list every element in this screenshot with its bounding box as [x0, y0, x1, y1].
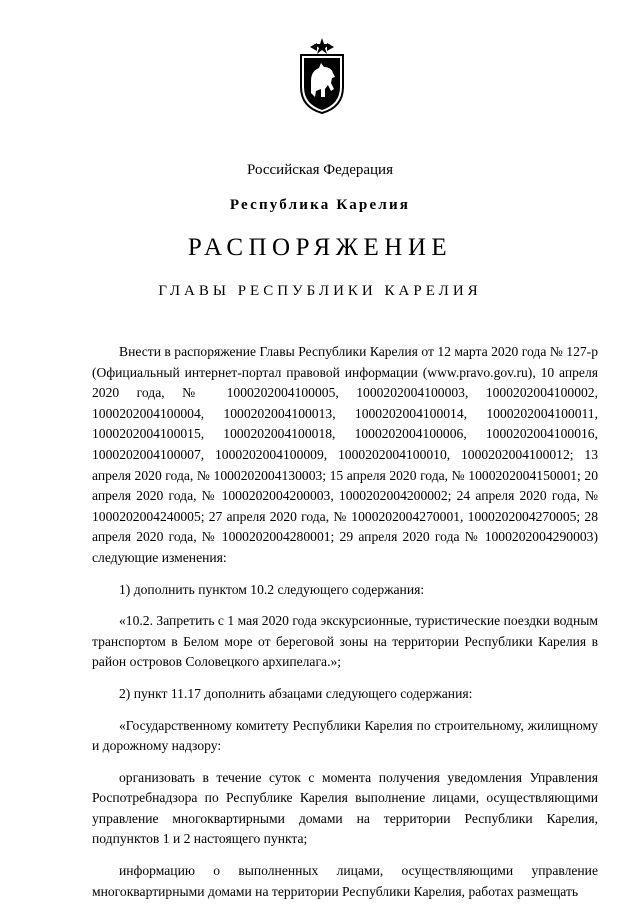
republic-name: Республика Карелия	[229, 197, 411, 213]
document-type: РАСПОРЯЖЕНИЕ	[187, 234, 453, 261]
karelia-coat-of-arms-icon	[297, 37, 347, 115]
document-issuer: ГЛАВЫ РЕСПУБЛИКИ КАРЕЛИЯ	[158, 283, 482, 299]
paragraph-item-2: 2) пункт 11.17 дополнить абзацами следующего содержания:	[119, 685, 473, 701]
paragraph-organize: организовать в течение суток с момента получения уведомления Управления Роспотребнадзора по Республике Карелия выполнение лицами, осуществляющими управление многоквартирными домами на территории Республики Карелия, подпунктов 1 и 2 настоящего пункта;	[92, 769, 598, 847]
paragraph-item-10-2: «10.2. Запретить с 1 мая 2020 года экскурсионные, туристические поездки водным транспортом в Белом море от береговой зоны на территории Республики Карелия в район островов Соловецкого архипелага.»;	[92, 613, 598, 670]
paragraph-item-1: 1) дополнить пунктом 10.2 следующего содержания:	[119, 581, 425, 597]
paragraph-committee: «Государственному комитету Республики Карелия по строительному, жилищному и дорожному надзору:	[92, 717, 598, 754]
paragraph-information: информацию о выполненных лицами, осуществляющими управление многоквартирными домами на территории Республики Карелия, работах размещать	[92, 863, 598, 899]
document-body	[92, 342, 598, 913]
paragraph-amendment-intro: Внести в распоряжение Главы Республики Карелия от 12 марта 2020 года № 127-р (Официальный интернет-портал правовой информации (www.pravo.gov.ru), 10 апреля 2020 года, № 1000202004100005, 1000202004100003, 1000202004100002, 1000202004100004, 1000202004100013, 1000202004100014, 1000202004100011, 1000202004100015, 1000202004100018, 1000202004100006, 1000202004100016, 1000202004100007, 1000202004100009, 1000202004100010, 1000202004100012; 13 апреля 2020 года, № 1000202004130003; 15 апреля 2020 года, № 1000202004150001; 20 апреля 2020 года, № 1000202004200003, 1000202004200002; 24 апреля 2020 года, № 1000202004240005; 27 апреля 2020 года, № 1000202004270001, 1000202004270005; 28 апреля 2020 года, № 1000202004280001; 29 апреля 2020 года № 1000202004290003) следующие изменения:	[92, 344, 598, 565]
country-name: Российская Федерация	[247, 162, 393, 178]
